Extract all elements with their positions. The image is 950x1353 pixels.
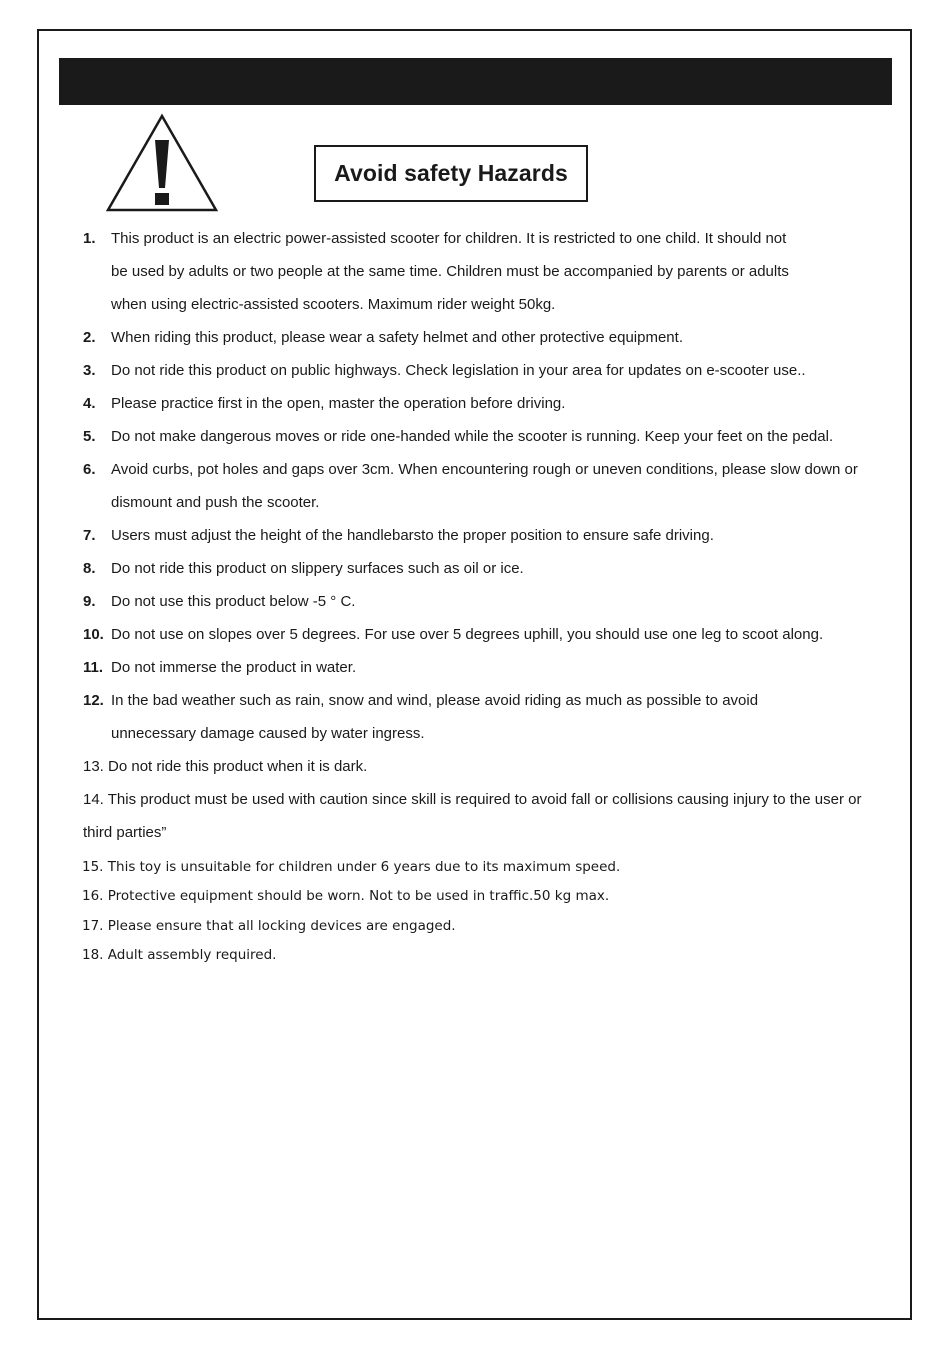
list-item-text: In the bad weather such as rain, snow and wind, please avoid riding as much as possible to avoid [111, 692, 759, 709]
list-item-text: 13. Do not ride this product when it is dark. [83, 758, 368, 775]
list-item-number: 5. [83, 428, 96, 445]
list-item-text: dismount and push the scooter. [111, 494, 320, 511]
list-item-text: Do not immerse the product in water. [111, 659, 357, 676]
list-item-number: 7. [83, 527, 96, 544]
list-item-number: 3. [83, 362, 96, 379]
list-item-number: 2. [83, 329, 96, 346]
list-item-text: 16. Protective equipment should be worn. Not to be used in traffic.50 kg max. [82, 888, 610, 905]
list-item-text: when using electric-assisted scooters. Maximum rider weight 50kg. [111, 296, 556, 313]
list-item-number: 11. [83, 659, 104, 676]
list-item-text: 14. This product must be used with caution since skill is required to avoid fall or collisions causing injury to the user or [83, 791, 862, 808]
list-item-number: 8. [83, 560, 96, 577]
list-item-text: Do not use on slopes over 5 degrees. For use over 5 degrees uphill, you should use one leg to scoot along. [111, 626, 824, 643]
list-item-number: 1. [83, 230, 96, 247]
list-item-text: be used by adults or two people at the same time. Children must be accompanied by parents or adults [111, 263, 789, 280]
list-item-text: Please practice first in the open, master the operation before driving. [111, 395, 566, 412]
list-item-number: 4. [83, 395, 96, 412]
list-item-text: Do not make dangerous moves or ride one-handed while the scooter is running. Keep your feet on the pedal. [111, 428, 834, 445]
list-item-text: 18. Adult assembly required. [82, 946, 277, 963]
list-item-number: 9. [83, 593, 96, 610]
list-item-text: Users must adjust the height of the handlebarsto the proper position to ensure safe driving. [111, 527, 714, 544]
list-item-number: 6. [83, 461, 96, 478]
list-item-text: When riding this product, please wear a safety helmet and other protective equipment. [111, 329, 683, 346]
list-item-text: third parties” [83, 824, 167, 841]
list-item-text: unnecessary damage caused by water ingress. [111, 725, 425, 742]
list-item-text: This product is an electric power-assisted scooter for children. It is restricted to one child. It should not [111, 230, 787, 247]
list-item-number: 10. [83, 626, 104, 643]
list-item-text: 17. Please ensure that all locking devices are engaged. [82, 917, 456, 934]
list-item-text: Do not ride this product on public highways. Check legislation in your area for updates on e-scooter use.. [111, 362, 806, 379]
list-item-text: Do not use this product below -5 ° C. [111, 593, 356, 610]
page-title: Avoid safety Hazards [314, 145, 588, 202]
warning-icon [104, 112, 220, 214]
header-bar [59, 58, 892, 105]
list-item-text: Avoid curbs, pot holes and gaps over 3cm. When encountering rough or uneven conditions, please slow down or [111, 461, 858, 478]
list-item-number: 12. [83, 692, 104, 709]
list-item-text: 15. This toy is unsuitable for children under 6 years due to its maximum speed. [82, 859, 621, 875]
list-item-text: Do not ride this product on slippery surfaces such as oil or ice. [111, 560, 524, 577]
